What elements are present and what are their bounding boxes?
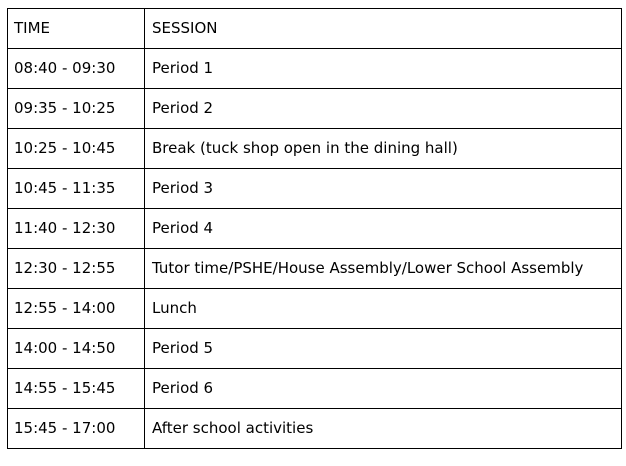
row-time: 14:55 - 15:45 [8,369,145,409]
table-row [8,409,622,449]
row-session: Period 3 [145,169,622,209]
row-session: Tutor time/PSHE/House Assembly/Lower School Assembly [145,249,622,289]
row-time: 15:45 - 17:00 [8,409,145,449]
row-session: Period 5 [145,329,622,369]
table-row [8,169,622,209]
table-row [8,49,622,89]
row-session: Period 1 [145,49,622,89]
header-session: SESSION [145,9,622,49]
row-time: 10:25 - 10:45 [8,129,145,169]
table-row [8,249,622,289]
row-session: Period 2 [145,89,622,129]
row-time: 11:40 - 12:30 [8,209,145,249]
table-header-row [8,9,622,49]
row-session: After school activities [145,409,622,449]
table-row [8,129,622,169]
row-time: 09:35 - 10:25 [8,89,145,129]
table-row [8,209,622,249]
header-time: TIME [8,9,145,49]
school-day-timetable [7,8,622,449]
table-row [8,89,622,129]
row-session: Period 4 [145,209,622,249]
row-time: 10:45 - 11:35 [8,169,145,209]
row-time: 14:00 - 14:50 [8,329,145,369]
row-session: Lunch [145,289,622,329]
table-row [8,289,622,329]
row-time: 08:40 - 09:30 [8,49,145,89]
table-row [8,369,622,409]
row-session: Period 6 [145,369,622,409]
row-session: Break (tuck shop open in the dining hall) [145,129,622,169]
row-time: 12:30 - 12:55 [8,249,145,289]
row-time: 12:55 - 14:00 [8,289,145,329]
table-row [8,329,622,369]
